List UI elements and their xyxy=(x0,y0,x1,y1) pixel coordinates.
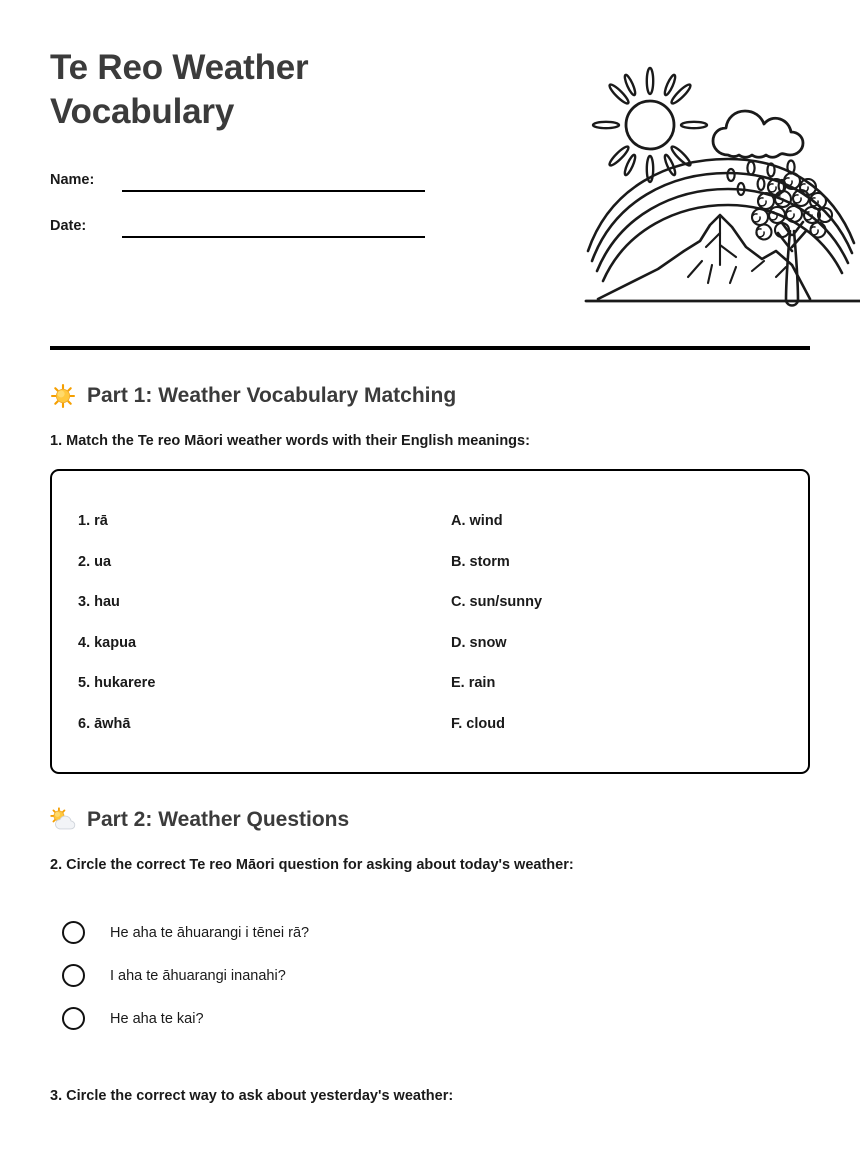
section-heading-part1 xyxy=(50,383,810,409)
date-input-line[interactable] xyxy=(122,235,425,238)
match-item-english[interactable]: C. sun/sunny xyxy=(451,594,543,611)
match-item-english[interactable]: F. cloud xyxy=(451,715,505,732)
question-2-prompt: 2. Circle the correct Te reo Māori question for asking about today's weather: xyxy=(50,857,574,873)
header-divider xyxy=(50,346,810,350)
matching-column-maori xyxy=(52,501,430,744)
match-item-maori[interactable]: 6. āwhā xyxy=(78,715,131,732)
match-item-maori[interactable]: 4. kapua xyxy=(78,634,137,651)
question-1-prompt: 1. Match the Te reo Māori weather words with their English meanings: xyxy=(50,433,530,449)
match-item-english[interactable]: D. snow xyxy=(451,634,507,651)
option-circle-icon[interactable] xyxy=(62,921,85,944)
option-circle-icon[interactable] xyxy=(62,1007,85,1030)
option-label: He aha te kai? xyxy=(110,1010,204,1027)
question-3-prompt: 3. Circle the correct way to ask about yesterday's weather: xyxy=(50,1088,454,1104)
matching-grid xyxy=(52,501,808,744)
option-row[interactable] xyxy=(50,997,810,1040)
rain-cloud-drawing xyxy=(713,111,803,195)
sun-behind-cloud-emoji xyxy=(50,807,76,833)
date-field-row xyxy=(50,202,425,238)
weather-scene-illustration xyxy=(580,55,860,315)
option-label: He aha te āhuarangi i tēnei rā? xyxy=(110,924,310,941)
tree-drawing xyxy=(752,173,832,306)
match-item-maori[interactable]: 5. hukarere xyxy=(78,675,156,692)
match-item-maori[interactable]: 3. hau xyxy=(78,594,120,611)
option-circle-icon[interactable] xyxy=(62,964,85,987)
name-field-row xyxy=(50,156,425,192)
question-2-options xyxy=(50,911,810,1040)
matching-column-english xyxy=(430,501,808,744)
date-field-label: Date: xyxy=(50,218,87,235)
option-row[interactable] xyxy=(50,911,810,954)
name-field-label: Name: xyxy=(50,172,95,189)
match-item-english[interactable]: B. storm xyxy=(451,553,510,570)
sun-emoji xyxy=(50,383,76,409)
match-item-english[interactable]: A. wind xyxy=(451,513,503,530)
section-heading-part2 xyxy=(50,807,810,833)
match-item-maori[interactable]: 1. rā xyxy=(78,513,108,530)
page-title: Te Reo Weather Vocabulary xyxy=(50,48,309,132)
section-heading-label: Part 2: Weather Questions xyxy=(87,808,350,831)
option-label: I aha te āhuarangi inanahi? xyxy=(110,967,286,984)
match-item-maori[interactable]: 2. ua xyxy=(78,553,112,570)
section-heading-label: Part 1: Weather Vocabulary Matching xyxy=(87,384,457,407)
name-input-line[interactable] xyxy=(122,189,425,192)
match-item-english[interactable]: E. rain xyxy=(451,675,496,692)
worksheet-header xyxy=(50,0,810,314)
option-row[interactable] xyxy=(50,954,810,997)
sun-drawing xyxy=(593,68,707,182)
student-fields xyxy=(50,156,425,238)
matching-box xyxy=(50,469,810,774)
